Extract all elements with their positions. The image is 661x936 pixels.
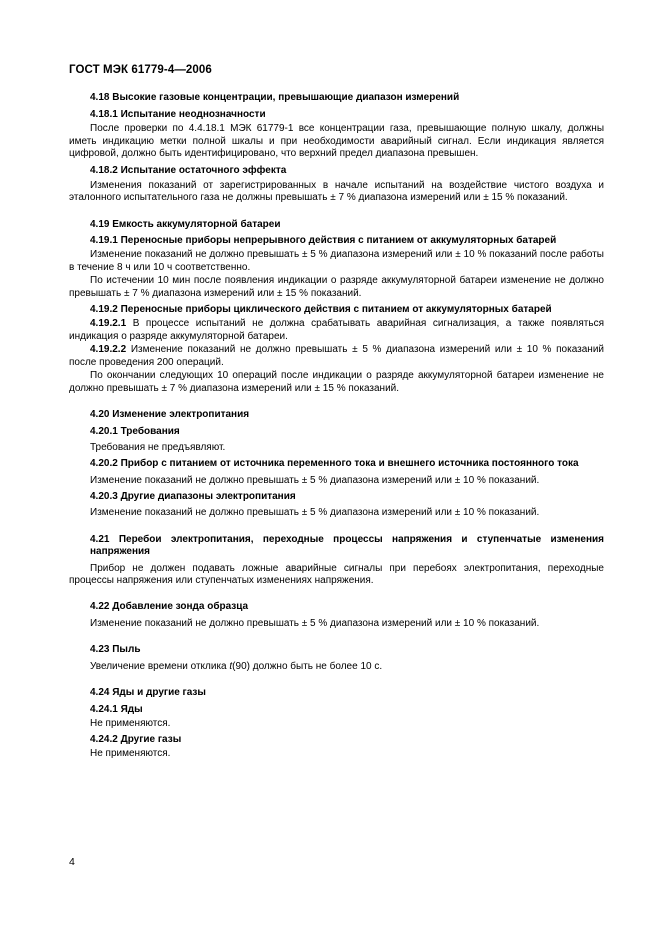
section-heading: 4.23 Пыль [90, 644, 141, 656]
paragraph: Требования не предъявляют. [90, 441, 226, 453]
section-heading: 4.19.1 Переносные приборы непрерывного действия с питанием от аккумуляторных батарей [90, 235, 557, 247]
clause-text: Изменение показаний не должно превышать ± 5 % диапазона измерений или ± 10 % показаний после проведения 200 операций. [69, 344, 604, 368]
section-heading: 4.18.2 Испытание остаточного эффекта [90, 164, 287, 176]
page-number: 4 [69, 856, 75, 868]
section-heading: 4.19 Емкость аккумуляторной батареи [90, 218, 281, 230]
section-heading: 4.22 Добавление зонда образца [90, 601, 249, 612]
standard-header: ГОСТ МЭК 61779-4—2006 [69, 64, 212, 76]
section-heading: 4.24.1 Яды [90, 703, 143, 715]
numbered-paragraph [69, 318, 604, 343]
section-heading: 4.20.2 Прибор с питанием от источника переменного тока и внешнего источника постоянного тока [90, 458, 579, 470]
paragraph: Изменения показаний от зарегистрированных в начале испытаний на воздействие чистого воздуха и эталонного испытательного газа не должны превышать ± 7 % диапазона измерений или ± 15 % показаний. [69, 179, 604, 204]
paragraph: По окончании следующих 10 операций после индикации о разряде аккумуляторной батареи изменение не должно превышать ± 7 % диапазона измерений или ± 15 % показаний. [69, 370, 604, 394]
section-heading: 4.18 Высокие газовые концентрации, превышающие диапазон измерений [90, 92, 460, 103]
clause-number: 4.19.2.1 [90, 317, 127, 329]
paragraph: Увеличение времени отклика t(90) должно быть не более 10 с. [90, 660, 383, 672]
paragraph: Изменение показаний не должно превышать ± 5 % диапазона измерений или ± 10 % показаний. [90, 617, 540, 629]
paragraph: Изменение показаний не должно превышать ± 5 % диапазона измерений или ± 10 % показаний. [90, 507, 540, 519]
paragraph: По истечении 10 мин после появления индикации о разряде аккумуляторной батареи изменение не должно превышать ± 7 % диапазона измерений или ± 15 % показаний. [69, 275, 604, 299]
section-heading: 4.19.2 Переносные приборы циклического действия с питанием от аккумуляторных батарей [90, 304, 552, 316]
section-heading: 4.18.1 Испытание неоднозначности [90, 108, 266, 120]
paragraph: Изменение показаний не должно превышать ± 5 % диапазона измерений или ± 10 % показаний. [90, 474, 540, 486]
section-heading: 4.24 Яды и другие газы [90, 687, 206, 699]
paragraph: Не применяются. [90, 747, 171, 759]
paragraph: Не применяются. [90, 717, 171, 729]
paragraph: Прибор не должен подавать ложные аварийные сигналы при перебоях электропитания, переходные процессы напряжения или ступенчатых изменениях напряжения. [69, 562, 604, 587]
section-heading: 4.20 Изменение электропитания [90, 409, 250, 421]
numbered-paragraph [69, 344, 604, 369]
variable-t: t [229, 660, 233, 672]
document-body [69, 92, 604, 760]
section-heading: 4.21 Перебои электропитания, переходные процессы напряжения и ступенчатые изменения напряжения [90, 533, 604, 558]
clause-text: В процессе испытаний не должна срабатывать аварийная сигнализация, а также появляться индикация о разряде аккумуляторной батареи. [69, 317, 604, 342]
section-heading: 4.20.3 Другие диапазоны электропитания [90, 491, 296, 503]
paragraph: Изменение показаний не должно превышать ± 5 % диапазона измерений или ± 10 % показаний после работы в течение 8 ч или 10 ч соответственно. [69, 248, 604, 273]
section-heading: 4.20.1 Требования [90, 426, 180, 438]
clause-number: 4.19.2.2 [90, 344, 127, 356]
paragraph: После проверки по 4.4.18.1 МЭК 61779-1 все концентрации газа, превышающие полную шкалу, должны иметь индикацию метки полной шкалы и при необходимости аварийный сигнал. Если индикация является цифровой, должно быть идентифицировано, что верхний предел диапазона превышен. [69, 123, 604, 160]
section-heading: 4.24.2 Другие газы [90, 734, 182, 746]
